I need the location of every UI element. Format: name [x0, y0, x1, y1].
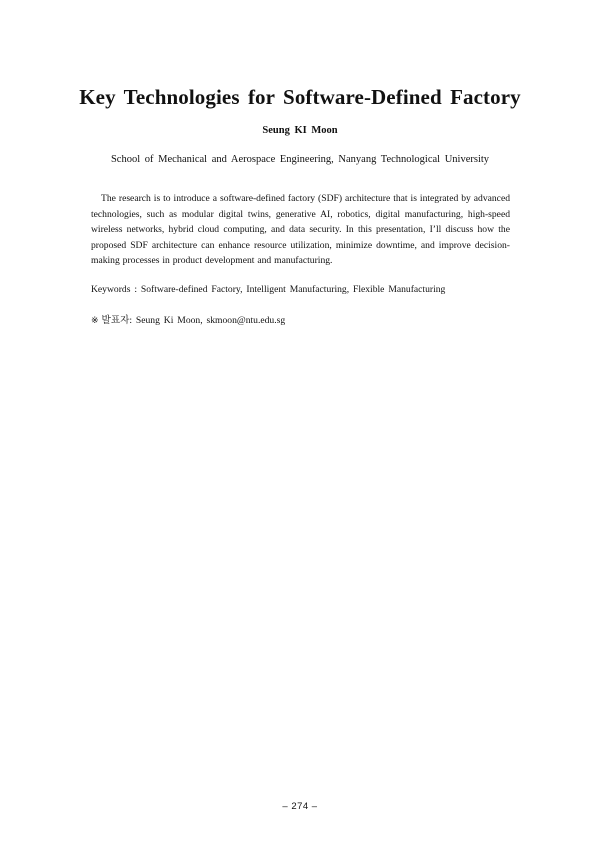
presenter-info: 발표자: Seung Ki Moon, skmoon@ntu.edu.sg — [101, 315, 286, 326]
page-number: – 274 – — [282, 801, 318, 812]
paper-abstract: The research is to introduce a software-defined factory (SDF) architecture that is integrated by advanced technologies, such as modular digital twins, generative AI, robotics, digital manufacturing, high-speed wireless networks, hybrid cloud computing, and data security. In this presentation, I’ll discuss how the proposed SDF architecture can enhance resource utilization, minimize downtime, and improve decision-making processes in product development and manufacturing. — [91, 193, 510, 267]
paper-keywords: Keywords : Software-defined Factory, Intelligent Manufacturing, Flexible Manufacturing — [91, 284, 446, 295]
reference-mark-icon: ※ — [91, 316, 99, 326]
paper-title: Key Technologies for Software-Defined Factory — [79, 85, 521, 109]
presenter-note — [91, 313, 511, 330]
paper-author: Seung KI Moon — [262, 125, 338, 136]
paper-affiliation: School of Mechanical and Aerospace Engineering, Nanyang Technological University — [110, 154, 490, 165]
